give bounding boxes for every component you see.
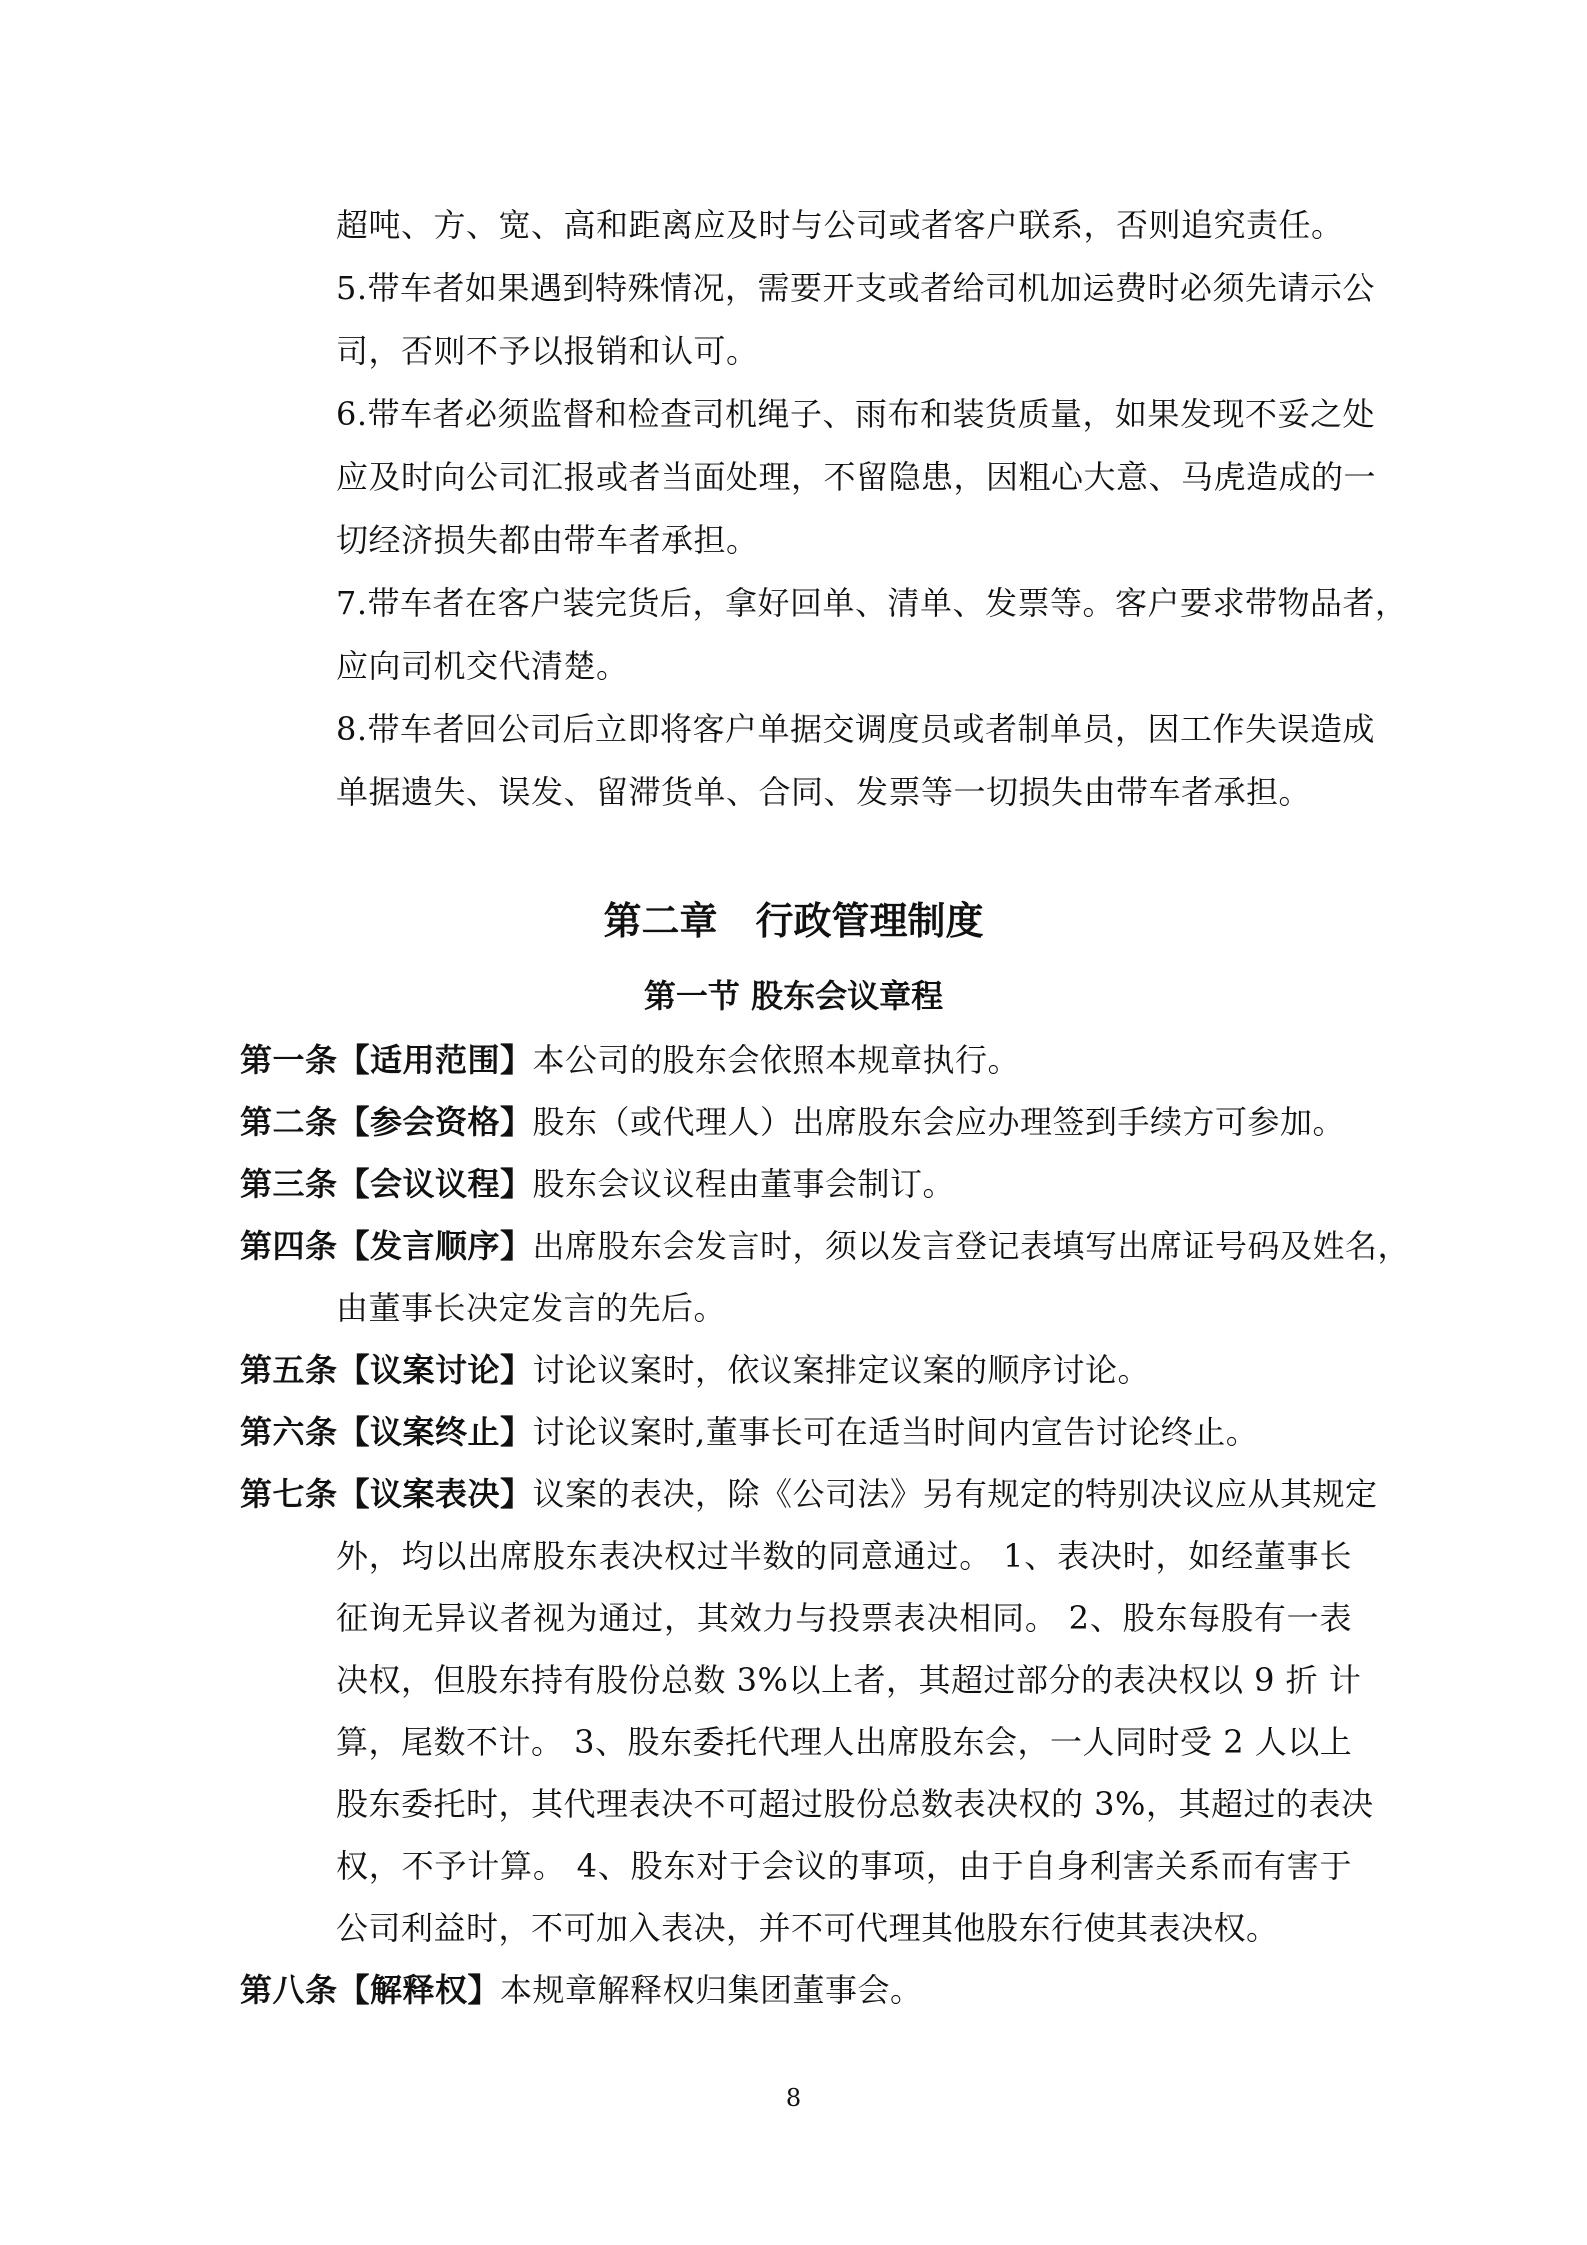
- article-line: [240, 1040, 1352, 1080]
- chapter-title: 第二章 行政管理制度: [603, 898, 984, 943]
- article-head: 第二条【参会资格】: [240, 1103, 533, 1141]
- article-continuation: [336, 1784, 1374, 1824]
- article-head: 第五条【议案讨论】: [240, 1351, 533, 1389]
- paragraph-line: 单据遗失、误发、留滞货单、合同、发票等一切损失由带车者承担。: [336, 773, 1312, 811]
- page-number: 8: [785, 2084, 802, 2112]
- article-head: 第八条【解释权】: [240, 1971, 501, 2009]
- paragraph-line: 切经济损失都由带车者承担。: [336, 521, 759, 559]
- article-continuation: [336, 1846, 1352, 1886]
- section-title: 第一节 股东会议章程: [643, 977, 944, 1015]
- paragraph-line: 司，否则不予以报销和认可。: [336, 332, 759, 370]
- article-text: 外，均以出席股东表决权过半数的同意通过。 1、表决时，如经董事长: [336, 1537, 1352, 1575]
- paragraph-line: 7.带车者在客户装完货后，拿好回单、清单、发票等。客户要求带物品者，: [336, 584, 1408, 622]
- article-line: [240, 1474, 1378, 1514]
- paragraph-line: 6.带车者必须监督和检查司机绳子、雨布和装货质量，如果发现不妥之处: [336, 395, 1376, 433]
- article-continuation: [336, 1722, 1352, 1762]
- article-continuation: [336, 1598, 1352, 1638]
- article-text: 讨论议案时,董事长可在适当时间内宣告讨论终止。: [532, 1413, 1259, 1451]
- article-continuation: [336, 1288, 1352, 1328]
- article-text: 决权，但股东持有股份总数 3%以上者，其超过部分的表决权以 9 折 计: [336, 1661, 1362, 1699]
- article-head: 第七条【议案表决】: [240, 1475, 533, 1513]
- article-text: 股东会议议程由董事会制订。: [532, 1165, 956, 1203]
- article-head: 第四条【发言顺序】: [240, 1227, 533, 1265]
- article-head: 第一条【适用范围】: [240, 1041, 533, 1079]
- article-continuation: [336, 1536, 1352, 1576]
- article-line: [240, 1164, 1352, 1204]
- paragraph-line: 5.带车者如果遇到特殊情况，需要开支或者给司机加运费时必须先请示公: [336, 269, 1376, 307]
- article-text: 股东（或代理人）出席股东会应办理签到手续方可参加。: [532, 1103, 1346, 1141]
- article-text: 议案的表决，除《公司法》另有规定的特别决议应从其规定: [532, 1475, 1378, 1513]
- paragraph-line: 应及时向公司汇报或者当面处理，不留隐患，因粗心大意、马虎造成的一: [336, 458, 1377, 496]
- article-head: 第三条【会议议程】: [240, 1165, 533, 1203]
- paragraph-line: 超吨、方、宽、高和距离应及时与公司或者客户联系，否则追究责任。: [336, 206, 1344, 244]
- article-text: 讨论议案时，依议案排定议案的顺序讨论。: [532, 1351, 1151, 1389]
- article-head: 第六条【议案终止】: [240, 1413, 533, 1451]
- article-text: 股东委托时，其代理表决不可超过股份总数表决权的 3%，其超过的表决: [336, 1785, 1374, 1823]
- article-line: [240, 1226, 1411, 1266]
- article-text: 本公司的股东会依照本规章执行。: [532, 1041, 1021, 1079]
- paragraph-line: 8.带车者回公司后立即将客户单据交调度员或者制单员，因工作失误造成: [336, 710, 1376, 748]
- article-text: 由董事长决定发言的先后。: [336, 1289, 727, 1327]
- article-line: [240, 1350, 1352, 1390]
- article-continuation: [336, 1908, 1352, 1948]
- article-text: 权，不予计算。 4、股东对于会议的事项，由于自身利害关系而有害于: [336, 1847, 1352, 1885]
- paragraph-line: 应向司机交代清楚。: [336, 647, 629, 685]
- article-text: 征询无异议者视为通过，其效力与投票表决相同。 2、股东每股有一表: [336, 1599, 1352, 1637]
- article-text: 算，尾数不计。 3、股东委托代理人出席股东会，一人同时受 2 人以上: [336, 1723, 1353, 1761]
- article-line: [240, 1970, 1352, 2010]
- article-continuation: [336, 1660, 1362, 1700]
- article-text: 公司利益时，不可加入表决，并不可代理其他股东行使其表决权。: [336, 1909, 1279, 1947]
- article-line: [240, 1412, 1352, 1452]
- article-line: [240, 1102, 1352, 1142]
- article-text: 本规章解释权归集团董事会。: [500, 1971, 923, 2009]
- article-text: 出席股东会发言时，须以发言登记表填写出席证号码及姓名，: [532, 1227, 1411, 1265]
